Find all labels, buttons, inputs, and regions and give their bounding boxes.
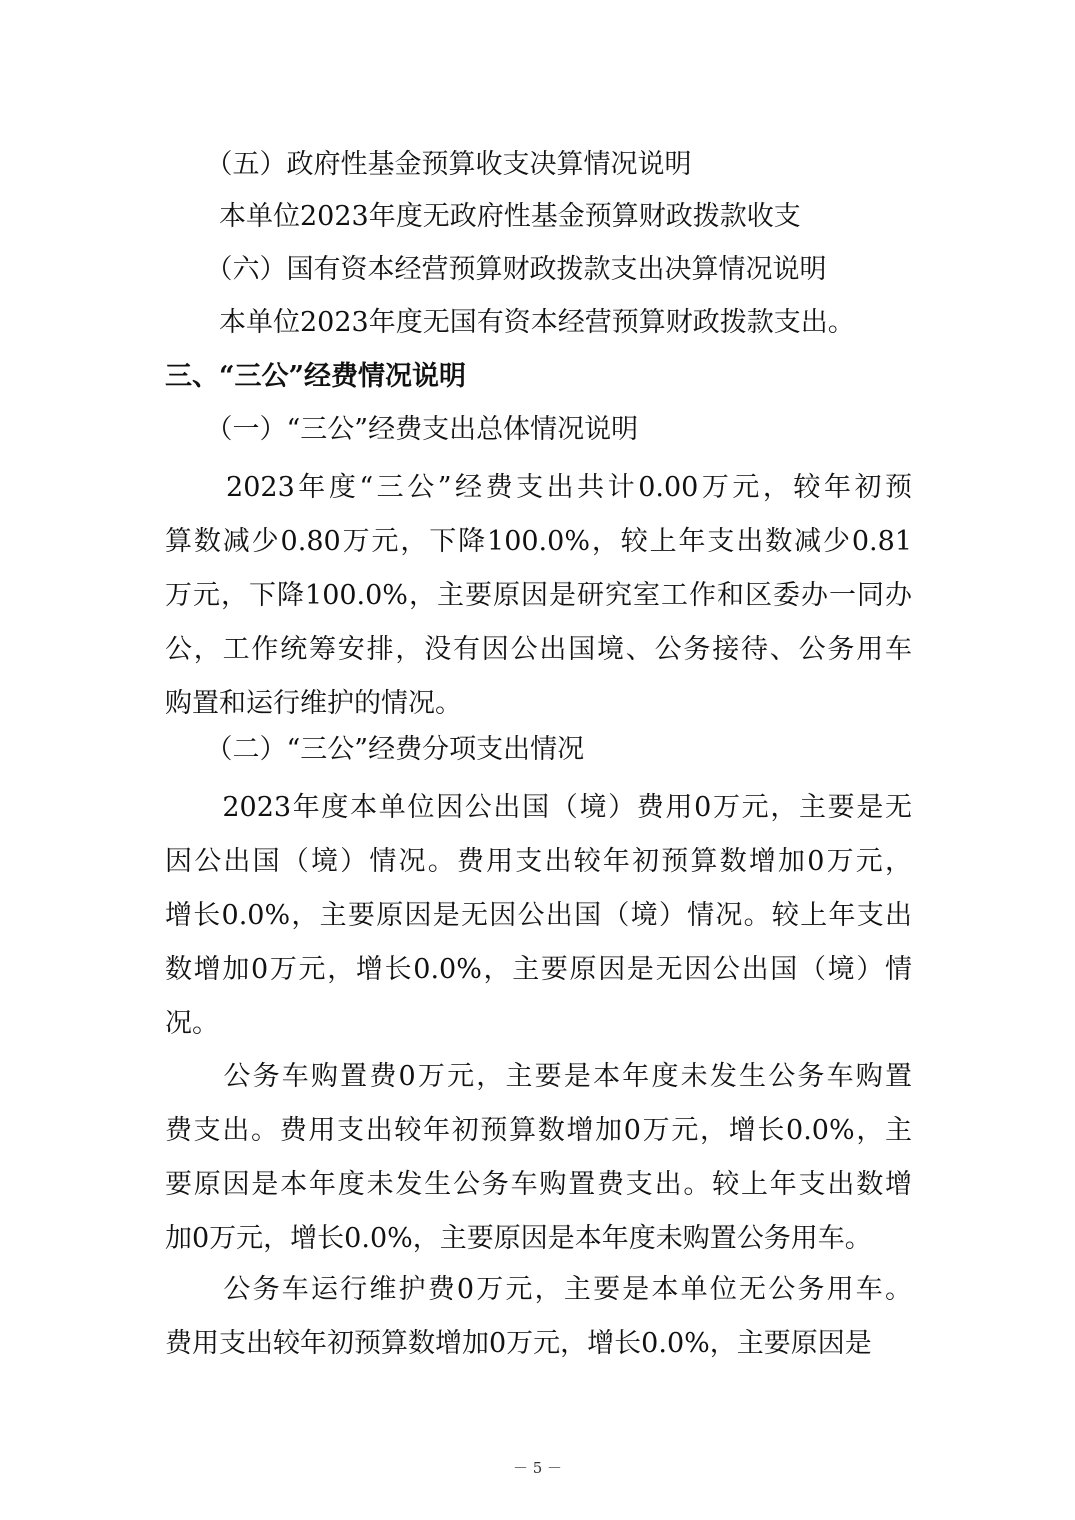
heading-six — [165, 243, 912, 297]
paragraph-line: 2023年度本单位因公出国（境）费用0万元，主要是无 — [165, 792, 912, 823]
paragraph-line: 本单位2023年度无政府性基金预算财政拨款收支 — [165, 201, 801, 232]
heading-five — [165, 138, 912, 192]
paragraph-line: 购置和运行维护的情况。 — [165, 688, 462, 719]
paragraph-line: 因公出国（境）情况。费用支出较年初预算数增加0万元， — [165, 846, 912, 877]
paragraph-line: 万元，下降100.0%，主要原因是研究室工作和区委办一同办 — [165, 580, 912, 611]
heading-text: （二）“三公”经费分项支出情况 — [165, 734, 585, 765]
paragraph-line: 况。 — [165, 1008, 219, 1039]
paragraph-line: 公务车运行维护费0万元，主要是本单位无公务用车。 — [165, 1274, 912, 1305]
heading-text: （一）“三公”经费支出总体情况说明 — [165, 414, 639, 445]
paragraph-line: 要原因是本年度未发生公务车购置费支出。较上年支出数增 — [165, 1169, 912, 1200]
paragraph-six — [165, 296, 912, 350]
heading-text: （六）国有资本经营预算财政拨款支出决算情况说明 — [165, 254, 827, 285]
paragraph-vehicle-maintenance — [165, 1263, 912, 1371]
paragraph-abroad — [165, 781, 912, 1051]
section-three-heading — [165, 350, 912, 404]
paragraph-vehicle-purchase — [165, 1050, 912, 1266]
paragraph-five — [165, 190, 912, 244]
paragraph-line: 公，工作统筹安排，没有因公出国境、公务接待、公务用车 — [165, 634, 912, 665]
paragraph-line: 算数减少0.80万元，下降100.0%，较上年支出数减少0.81 — [165, 526, 912, 557]
paragraph-line: 费支出。费用支出较年初预算数增加0万元，增长0.0%，主 — [165, 1115, 912, 1146]
paragraph-line: 加0万元，增长0.0%，主要原因是本年度未购置公务用车。 — [165, 1223, 872, 1254]
paragraph-line: 费用支出较年初预算数增加0万元，增长0.0%，主要原因是 — [165, 1328, 872, 1359]
paragraph-line: 公务车购置费0万元，主要是本年度未发生公务车购置 — [165, 1061, 912, 1092]
subheading-two — [165, 723, 912, 777]
paragraph-line: 本单位2023年度无国有资本经营预算财政拨款支出。 — [165, 307, 855, 338]
paragraph-line: 增长0.0%，主要原因是无因公出国（境）情况。较上年支出 — [165, 900, 912, 931]
paragraph-total — [165, 461, 912, 731]
page-number: － 5 － — [512, 1459, 563, 1477]
paragraph-line: 2023年度“三公”经费支出共计0.00万元，较年初预 — [165, 472, 912, 503]
subheading-one — [165, 403, 912, 457]
heading-text: （五）政府性基金预算收支决算情况说明 — [165, 149, 692, 180]
paragraph-line: 数增加0万元，增长0.0%，主要原因是无因公出国（境）情 — [165, 954, 912, 985]
heading-text: 三、“三公”经费情况说明 — [165, 361, 467, 392]
